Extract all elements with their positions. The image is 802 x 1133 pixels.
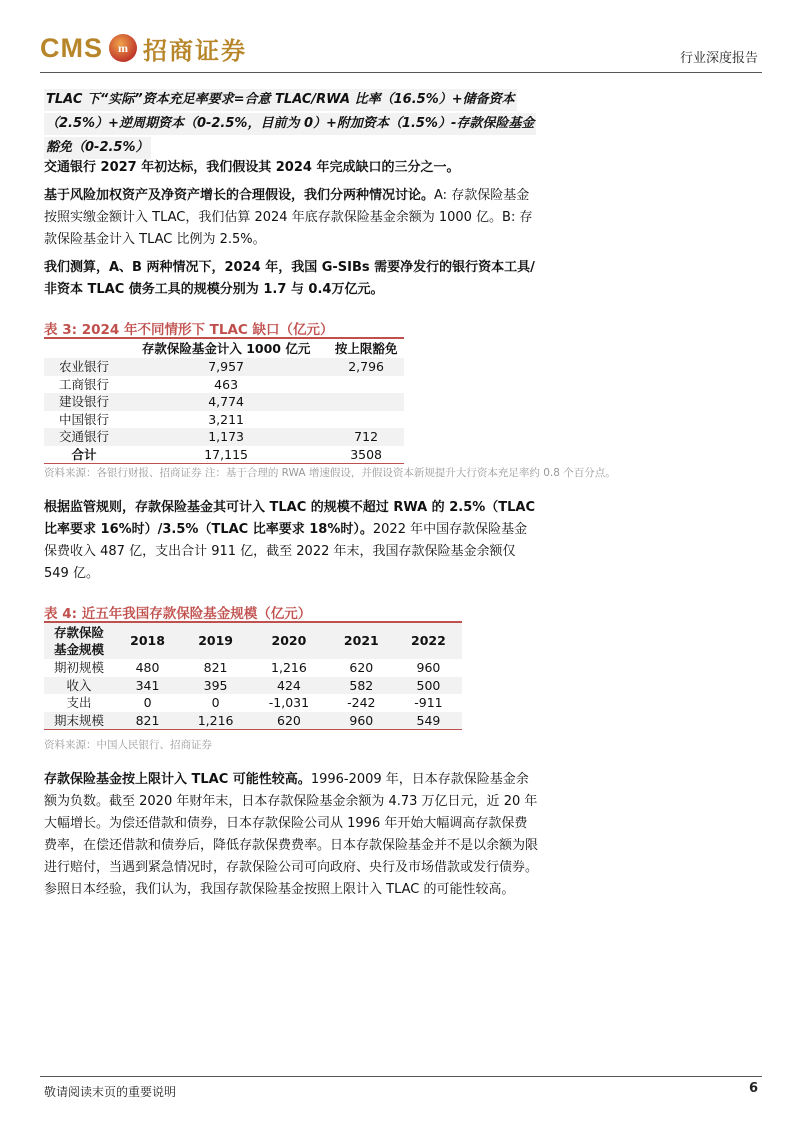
formula-line-1: TLAC 下“实际”资本充足率要求=合意 TLAC/RWA 比率（16.5%）+储备资本 [44,89,517,111]
page-number: 6 [748,1081,758,1096]
cell-value: 960 [416,660,441,675]
paragraph-japan-experience: 存款保险基金按上限计入 TLAC 可能性较高。1996-2009 年，日本存款保险基金余额为负数。截至 2020 年财年末，日本存款保险基金余额为 4.73 万亿日元，近 20 年大幅增长。为偿还借款和债券，日本存款保险公司从 1996 年开始大幅调高存款保费费率，在偿还借款和债券后，降低存款保费费率。日本存款保险基金并不是以余额为限进行赔付，当遇到紧急情况时，存款保险公司可向政府、央行及市场借款或发行债券。参照日本经验，我们认为，我国存款保险基金按照上限计入 TLAC 的可能性较高。 [44,772,539,897]
table4-header-row [44,622,462,659]
gap-scenario-b [328,376,404,394]
gap-scenario-a: 7,957 [124,358,328,376]
table-row-total [44,446,404,464]
row-label: 期末规模 [44,712,114,730]
bank-name: 工商银行 [58,376,109,392]
logo-chinese-name: 招商证券 [143,35,247,65]
logo-cms-text: CMS [40,32,103,63]
table-row [44,659,462,677]
cell-value: 620 [349,660,374,675]
bank-name: 合计 [44,446,124,464]
cell-value: 821 [203,660,228,675]
cell-value: -242 [347,695,376,710]
cell-value: -911 [414,695,443,710]
cell-value: 549 [395,712,462,730]
gap-scenario-b [328,393,404,411]
bank-name: 中国银行 [58,411,109,427]
gap-scenario-b: 2,796 [328,358,404,376]
table3-header-empty [44,338,124,358]
bank-name: 建设银行 [44,393,124,411]
tlac-formula [44,88,538,160]
table-row [44,393,404,411]
table-row [44,411,404,429]
gap-scenario-b: 3508 [328,446,404,464]
paragraph-bocom-target: 交通银行 2027 年初达标，我们假设其 2024 年完成缺口的三分之一。 [44,160,460,175]
row-label: 收入 [44,677,114,695]
table-row [44,428,404,446]
bank-name: 农业银行 [44,358,124,376]
header-divider [40,72,762,73]
cell-value: 0 [211,695,220,710]
table-row [44,677,462,695]
table3-header-row [44,338,404,358]
logo-badge-icon: m [109,34,137,62]
cell-value: 480 [135,660,160,675]
paragraph-estimate: 我们测算，A、B 两种情况下，2024 年，我国 G-SIBs 需要净发行的银行资本工具/非资本 TLAC 债务工具的规模分别为 1.7 与 0.4万亿元。 [44,260,535,297]
gap-scenario-b [328,411,404,429]
cell-value: 424 [250,677,328,695]
footer-disclaimer-note: 敬请阅读末页的重要说明 [44,1085,177,1099]
gap-scenario-a: 1,173 [124,428,328,446]
table-row [44,694,462,712]
cell-value: 341 [114,677,181,695]
table4-header-year: 2019 [181,622,250,659]
table4-source: 资料来源：中国人民银行、招商证券 [44,739,212,751]
table4-header-year: 2021 [328,622,395,659]
report-type: 行业深度报告 [679,51,758,66]
cell-value: 500 [395,677,462,695]
cell-value: 1,216 [271,660,307,675]
paragraph-regulation: 根据监管规则，存款保险基金其可计入 TLAC 的规模不超过 RWA 的 2.5%（TLAC 比率要求 16%时）/3.5%（TLAC 比率要求 18%时）。2022 年中国存款保险基金保费收入 487 亿，支出合计 911 亿，截至 2022 年末，我国存款保险基金余额仅 549 亿。 [44,500,536,581]
table-row [44,712,462,730]
table4-header-year: 2018 [114,622,181,659]
gap-scenario-a: 463 [214,376,239,392]
cell-value: -1,031 [268,695,310,710]
gap-scenario-a: 17,115 [124,446,328,464]
table3-title: 表 3: 2024 年不同情形下 TLAC 缺口（亿元） [44,322,334,338]
gap-scenario-a: 3,211 [208,411,244,427]
table3-header-scenario-b: 按上限豁免 [328,338,404,358]
cell-value: 821 [114,712,181,730]
table4-header-label: 存款保险 基金规模 [44,622,114,659]
table3-header-scenario-a: 存款保险基金计入 1000 亿元 [124,338,328,358]
formula-line-3: 豁免（0-2.5%） [44,137,151,159]
cell-value: 620 [250,712,328,730]
company-logo [40,30,247,66]
gap-scenario-a: 4,774 [124,393,328,411]
gap-scenario-b: 712 [328,428,404,446]
table3-source: 资料来源：各银行财报、招商证券 注：基于合理的 RWA 增速假设，并假设资本新规提升大行资本充足率约 0.8 个百分点。 [44,467,616,479]
table4-deposit-insurance-fund [44,621,462,730]
formula-line-2: （2.5%）+逆周期资本（0-2.5%，目前为 0）+附加资本（1.5%）-存款保险基金 [44,113,536,135]
row-label: 支出 [66,695,92,710]
bank-name: 交通银行 [44,428,124,446]
table-row [44,376,404,394]
table4-header-year: 2020 [250,622,328,659]
paragraph-scenarios: 基于风险加权资产及净资产增长的合理假设，我们分两种情况讨论。A: 存款保险基金按照实缴金额计入 TLAC，我们估算 2024 年底存款保险基金余额为 1000 亿。B: 存款保险基金计入 TLAC 比例为 2.5%。 [44,188,533,247]
cell-value: 1,216 [181,712,250,730]
cell-value: 395 [181,677,250,695]
table4-header-year: 2022 [395,622,462,659]
table4-title: 表 4: 近五年我国存款保险基金规模（亿元） [44,606,312,622]
cell-value: 960 [328,712,395,730]
cell-value: 0 [143,695,152,710]
cell-value: 582 [328,677,395,695]
footer-divider [40,1076,762,1077]
table3-tlac-gap [44,337,404,464]
row-label: 期初规模 [53,660,104,675]
table-row [44,358,404,376]
